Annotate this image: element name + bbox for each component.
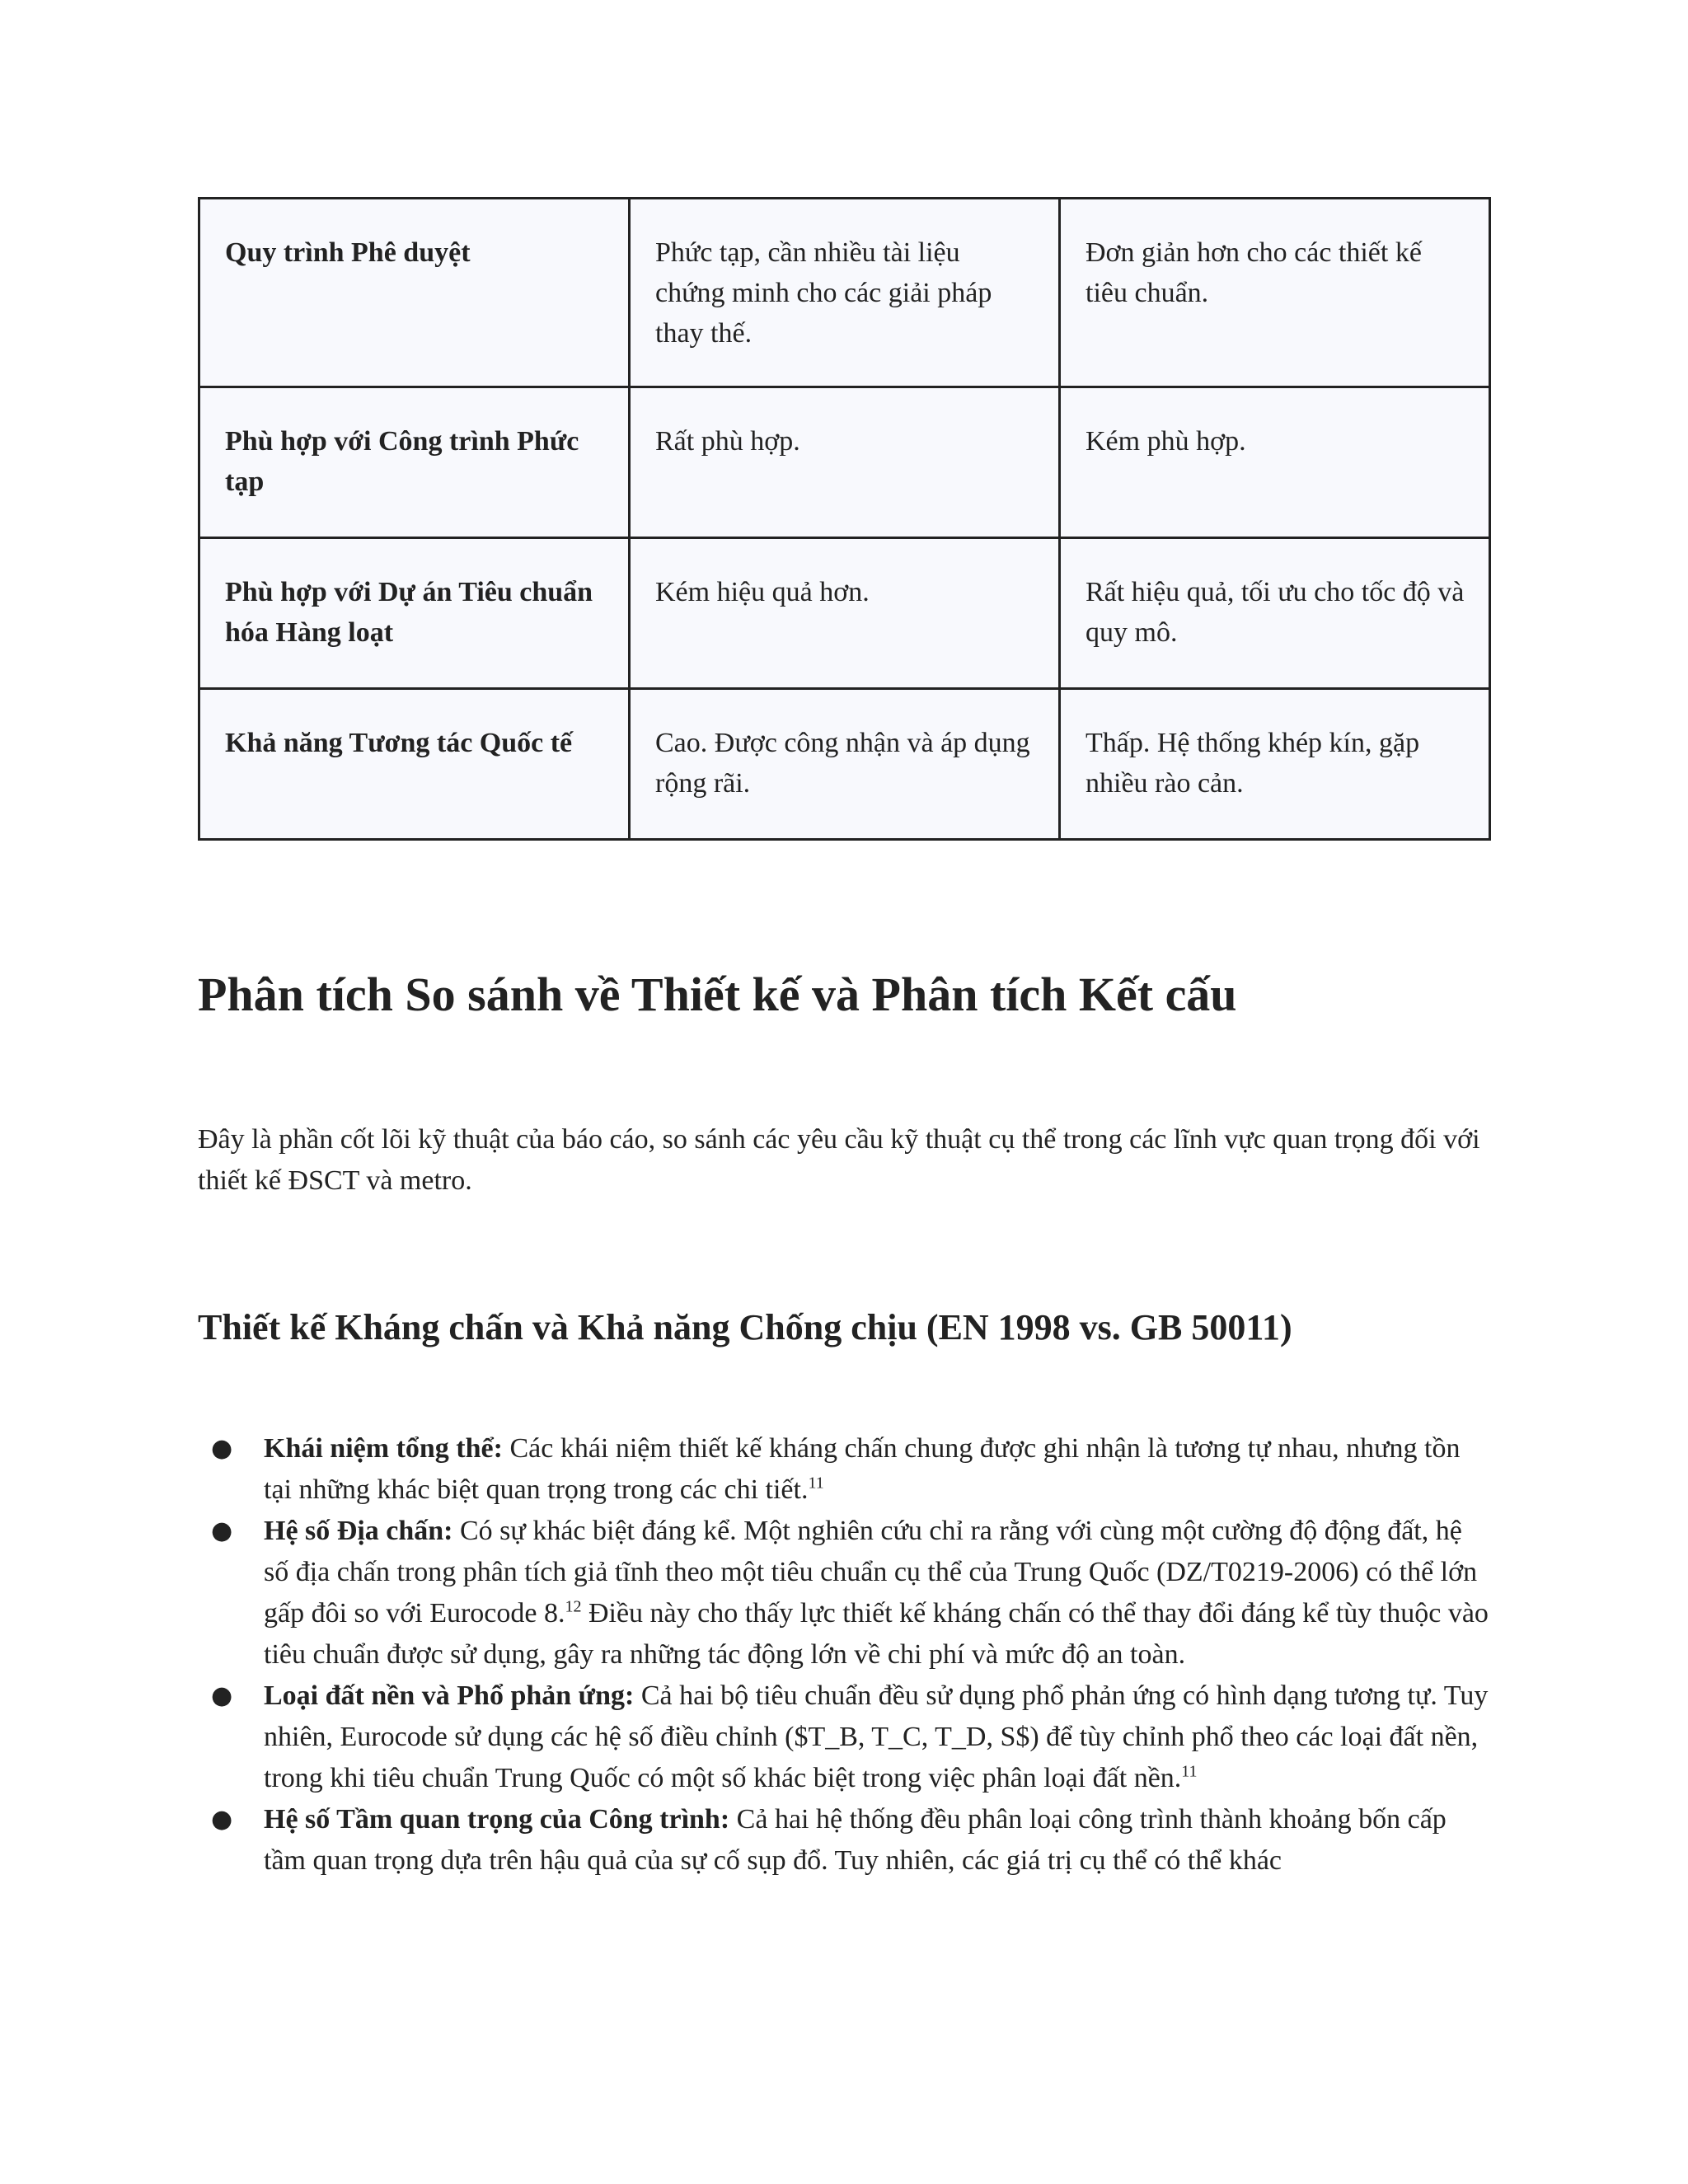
footnote-ref[interactable]: 11 xyxy=(808,1474,824,1493)
table-row xyxy=(199,387,1490,538)
footnote-ref[interactable]: 12 xyxy=(565,1597,582,1616)
table-cell: Đơn giản hơn cho các thiết kế tiêu chuẩn. xyxy=(1060,199,1490,387)
bullet-icon: ● xyxy=(211,1516,233,1545)
row-label: Phù hợp với Công trình Phức tạp xyxy=(199,387,630,538)
section-heading: Phân tích So sánh về Thiết kế và Phân tích Kết cấu xyxy=(198,968,1237,1021)
table-cell: Kém phù hợp. xyxy=(1060,387,1490,538)
bullet-text: Các khái niệm thiết kế kháng chấn chung được ghi nhận là tương tự nhau, nhưng tồn tại những khác biệt quan trọng trong các chi tiết. xyxy=(264,1433,1461,1505)
bullet-list xyxy=(198,1428,1492,1882)
row-label: Phù hợp với Dự án Tiêu chuẩn hóa Hàng loạt xyxy=(199,538,630,689)
intro-paragraph: Đây là phần cốt lõi kỹ thuật của báo cáo, so sánh các yêu cầu kỹ thuật cụ thể trong các lĩnh vực quan trọng đối với thiết kế ĐSCT và metro. xyxy=(198,1124,1480,1196)
list-item xyxy=(198,1675,1492,1799)
list-item xyxy=(198,1799,1492,1882)
list-item xyxy=(198,1428,1492,1511)
bullet-term: Hệ số Tầm quan trọng của Công trình: xyxy=(264,1804,730,1835)
table-row xyxy=(199,689,1490,840)
comparison-table xyxy=(198,197,1491,841)
bullet-term: Hệ số Địa chấn: xyxy=(264,1516,453,1546)
table-row xyxy=(199,199,1490,387)
table-cell: Phức tạp, cần nhiều tài liệu chứng minh cho các giải pháp thay thế. xyxy=(630,199,1060,387)
bullet-text: Cả hai bộ tiêu chuẩn đều sử dụng phổ phản ứng có hình dạng tương tự. Tuy nhiên, Eurocode sử dụng các hệ số điều chỉnh ($T_B, T_C, T_D, S$) để tùy chỉnh phổ theo các loại đất nền, trong khi tiêu chuẩn Trung Quốc có một số khác biệt trong việc phân loại đất nền. xyxy=(264,1680,1489,1793)
bullet-icon: ● xyxy=(211,1681,233,1710)
subsection-heading: Thiết kế Kháng chấn và Khả năng Chống chịu (EN 1998 vs. GB 50011) xyxy=(198,1307,1292,1347)
row-label: Khả năng Tương tác Quốc tế xyxy=(199,689,630,840)
table-row xyxy=(199,538,1490,689)
table-cell: Kém hiệu quả hơn. xyxy=(630,538,1060,689)
row-label: Quy trình Phê duyệt xyxy=(199,199,630,387)
table-cell: Thấp. Hệ thống khép kín, gặp nhiều rào cản. xyxy=(1060,689,1490,840)
table-cell: Rất hiệu quả, tối ưu cho tốc độ và quy mô. xyxy=(1060,538,1490,689)
bullet-icon: ● xyxy=(211,1434,233,1463)
bullet-icon: ● xyxy=(211,1805,233,1834)
list-item xyxy=(198,1511,1492,1675)
table-cell: Cao. Được công nhận và áp dụng rộng rãi. xyxy=(630,689,1060,840)
bullet-term: Khái niệm tổng thể: xyxy=(264,1433,503,1464)
bullet-term: Loại đất nền và Phổ phản ứng: xyxy=(264,1680,635,1711)
footnote-ref[interactable]: 11 xyxy=(1181,1762,1198,1781)
table-cell: Rất phù hợp. xyxy=(630,387,1060,538)
bullet-text: Có sự khác biệt đáng kể. Một nghiên cứu chỉ ra rằng với cùng một cường độ động đất, hệ số địa chấn trong phân tích giả tĩnh theo một tiêu chuẩn cụ thể của Trung Quốc (DZ/T0219-2006) có thể lớn gấp đôi so với Eurocode 8. xyxy=(264,1516,1478,1629)
bullet-text: Cả hai hệ thống đều phân loại công trình thành khoảng bốn cấp tầm quan trọng dựa trên hậu quả của sự cố sụp đổ. Tuy nhiên, các giá trị cụ thể có thể khác xyxy=(264,1804,1447,1876)
bullet-text-continued: Điều này cho thấy lực thiết kế kháng chấn có thể thay đổi đáng kể tùy thuộc vào tiêu chuẩn được sử dụng, gây ra những tác động lớn về chi phí và mức độ an toàn. xyxy=(264,1598,1489,1670)
